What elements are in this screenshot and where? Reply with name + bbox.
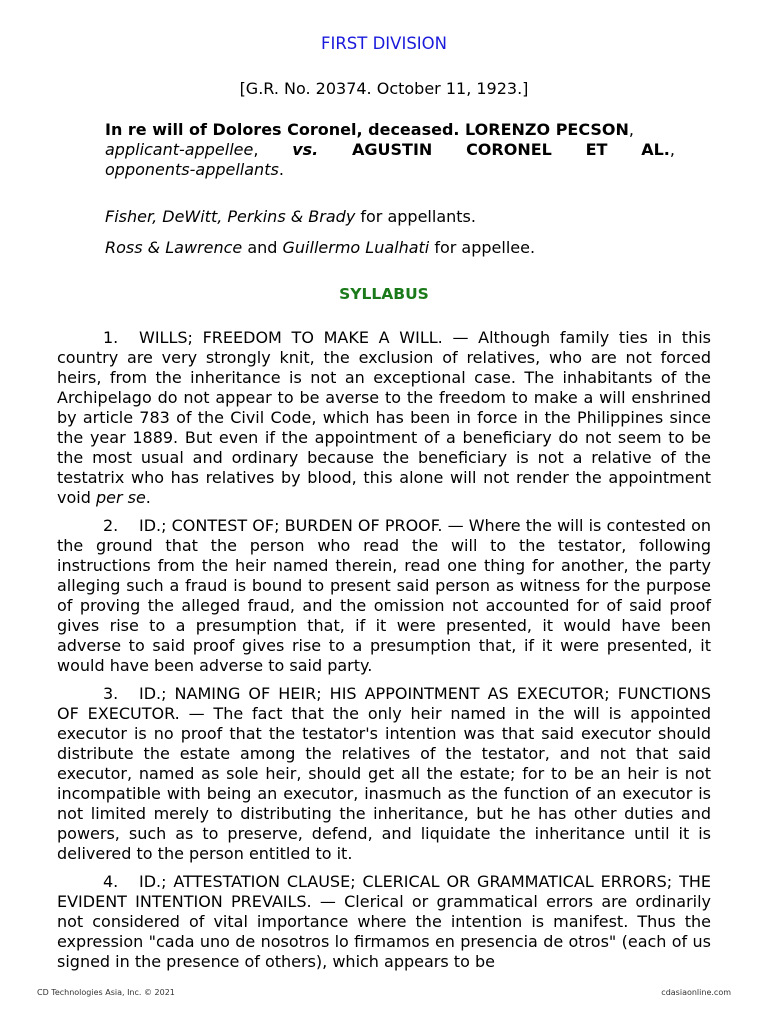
applicant-role: applicant-appellee	[105, 140, 254, 159]
caption-title: In re will of Dolores Coronel, deceased. LORENZO PECSON	[105, 120, 629, 139]
case-number: [G.R. No. 20374. October 11, 1923.]	[239, 79, 529, 98]
syllabus-paragraph-3: 3. ID.; NAMING OF HEIR; HIS APPOINTMENT AS EXECUTOR; FUNCTIONS OF EXECUTOR. — The fact that the only heir named in the will is appointed executor is no proof that the testator's intention was that said executor should distribute the estate among the relatives of the testator, and not that said executor, named as sole heir, should get all the estate; for to be an heir is not incompatible with being an executor, inasmuch as the function of an executor is not limited merely to distributing the inheritance, but he has other duties and powers, such as to preserve, defend, and liquidate the inheritance until it is delivered to the person entitled to it.	[57, 684, 711, 863]
caption-line-1	[105, 120, 675, 140]
opponents-role: opponents-appellants	[105, 160, 279, 179]
appellants-firm: Fisher, DeWitt, Perkins & Brady	[105, 207, 356, 226]
caption-line-2	[105, 140, 675, 160]
appellee-firm-2: Guillermo Lualhati	[282, 238, 430, 257]
caption-opponents-word-3: ET	[585, 140, 608, 159]
caption-opponents-word-4: AL.,	[641, 140, 675, 159]
appellee-firm-1: Ross & Lawrence	[105, 238, 243, 257]
caption-comma-1: ,	[628, 120, 634, 139]
case-caption	[105, 120, 675, 180]
footer-copyright: CD Technologies Asia, Inc. © 2021	[37, 988, 175, 997]
counsel-appellee: Ross & Lawrence and Guillermo Lualhati for appellee.	[105, 238, 536, 257]
counsel-appellants: Fisher, DeWitt, Perkins & Brady for appellants.	[105, 207, 476, 226]
caption-opponents-word-1: AGUSTIN	[352, 140, 433, 159]
caption-line-3: opponents-appellants.	[105, 160, 284, 179]
syllabus-paragraph-1: 1. WILLS; FREEDOM TO MAKE A WILL. — Although family ties in this country are very strongly knit, the exclusion of relatives, who are not forced heirs, from the inheritance is not an exceptional case. The inhabitants of the Archipelago do not appear to be averse to the freedom to make a will enshrined by article 783 of the Civil Code, which has been in force in the Philippines since the year 1889. But even if the appointment of a beneficiary do not seem to be the most usual and ordinary because the beneficiary is not a relative of the testatrix who has relatives by blood, this alone will not render the appointment void per se.	[57, 328, 711, 507]
footer-website: cdasiaonline.com	[661, 988, 731, 997]
caption-applicant: applicant-appellee,	[105, 140, 259, 159]
syllabus-body	[57, 328, 711, 980]
syllabus-paragraph-4: 4. ID.; ATTESTATION CLAUSE; CLERICAL OR GRAMMATICAL ERRORS; THE EVIDENT INTENTION PREVAILS. — Clerical or grammatical errors are ordinarily not considered of vital importance where the intention is manifest. Thus the expression "cada uno de nosotros lo firmamos en presencia de otros" (each of us signed in the presence of others), which appears to be	[57, 872, 711, 971]
syllabus-heading: SYLLABUS	[339, 285, 429, 303]
division-heading: FIRST DIVISION	[320, 34, 447, 53]
syllabus-paragraph-2: 2. ID.; CONTEST OF; BURDEN OF PROOF. — Where the will is contested on the ground that the person who read the will to the testator, following instructions from the heir named therein, read one thing for another, the party alleging such a fraud is bound to present said person as witness for the purpose of proving the alleged fraud, and the omission not accounted for of said proof gives rise to a presumption that, if it were presented, it would have been adverse to said proof gives rise to a presumption that, if it were presented, it would have been adverse to said party.	[57, 516, 711, 675]
caption-vs: vs.	[292, 140, 319, 159]
caption-opponents-word-2: CORONEL	[466, 140, 552, 159]
